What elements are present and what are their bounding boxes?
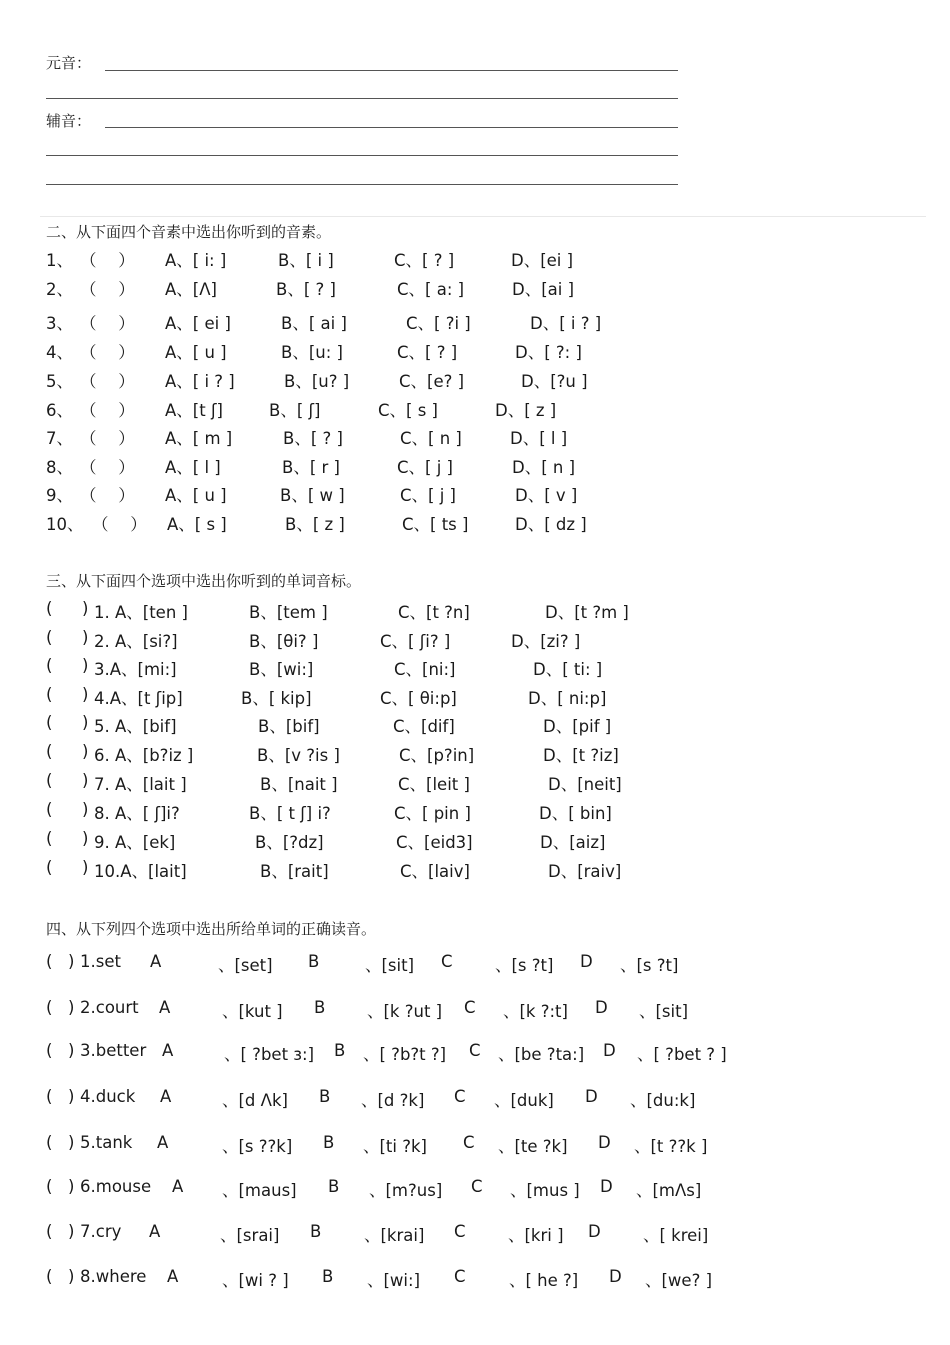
option-b: B、[ i ] bbox=[278, 251, 334, 270]
option-c-letter: C bbox=[454, 1087, 466, 1106]
option-b: 、[m?us] bbox=[369, 1181, 443, 1200]
option-b: B、[bif] bbox=[258, 717, 320, 736]
option-b: B、[ ai ] bbox=[281, 314, 347, 333]
answer-blank-close[interactable]: ) bbox=[82, 713, 89, 732]
answer-blank-open[interactable]: ( bbox=[46, 1222, 53, 1241]
answer-blank-open[interactable]: ( bbox=[46, 713, 53, 732]
target-word: 3.better bbox=[80, 1041, 147, 1060]
answer-blank-close[interactable]: ) bbox=[68, 952, 75, 971]
answer-blank-open[interactable]: ( bbox=[46, 998, 53, 1017]
option-b: 、[ti ?k] bbox=[363, 1137, 427, 1156]
option-d: D、[t ?m ] bbox=[545, 603, 629, 622]
option-d: D、[raiv] bbox=[548, 862, 622, 881]
option-b-letter: B bbox=[319, 1087, 331, 1106]
option-a: 、[kut ] bbox=[222, 1002, 283, 1021]
option-a-letter: A bbox=[159, 998, 171, 1017]
option-c: C、[ ʃi? ] bbox=[380, 632, 451, 651]
question-row bbox=[0, 511, 950, 535]
option-a: 1. A、[ten ] bbox=[94, 603, 188, 622]
option-d: 、[sit] bbox=[639, 1002, 689, 1021]
option-c: C、[ ts ] bbox=[402, 515, 469, 534]
question-row bbox=[0, 1177, 950, 1201]
option-a: A、[ u ] bbox=[165, 343, 227, 362]
answer-blank-close[interactable]: ) bbox=[82, 656, 89, 675]
question-row bbox=[0, 599, 950, 623]
answer-blank[interactable]: （ ） bbox=[80, 429, 135, 448]
option-b: B、[ kip] bbox=[241, 689, 312, 708]
option-d: D、[ dz ] bbox=[515, 515, 587, 534]
option-d: D、[neit] bbox=[548, 775, 622, 794]
answer-blank-open[interactable]: ( bbox=[46, 1133, 53, 1152]
option-c: C、[t ?n] bbox=[398, 603, 470, 622]
option-d: 、[we? ] bbox=[645, 1271, 713, 1290]
option-b: B、[ ? ] bbox=[276, 280, 336, 299]
option-d-letter: D bbox=[603, 1041, 616, 1060]
option-b-letter: B bbox=[334, 1041, 346, 1060]
option-d: D、[?u ] bbox=[521, 372, 588, 391]
option-d-letter: D bbox=[595, 998, 608, 1017]
answer-blank-close[interactable]: ) bbox=[82, 628, 89, 647]
option-a: 6. A、[b?iz ] bbox=[94, 746, 194, 765]
answer-blank-close[interactable]: ) bbox=[68, 1267, 75, 1286]
option-d: D、[ z ] bbox=[495, 401, 557, 420]
question-row bbox=[0, 742, 950, 766]
option-a: 3.A、[mi:] bbox=[94, 660, 177, 679]
answer-blank-open[interactable]: ( bbox=[46, 599, 53, 618]
option-b: B、[u? ] bbox=[284, 372, 350, 391]
option-a-letter: A bbox=[162, 1041, 174, 1060]
option-d: D、[ ni:p] bbox=[528, 689, 607, 708]
question-number: 2、 bbox=[46, 280, 73, 299]
section-4-heading: 四、从下列四个选项中选出所给单词的正确读音。 bbox=[46, 920, 377, 938]
option-b: 、[ ?b?t ?] bbox=[363, 1045, 447, 1064]
option-b: 、[wi:] bbox=[367, 1271, 421, 1290]
option-d-letter: D bbox=[609, 1267, 622, 1286]
option-a: A、[ i: ] bbox=[165, 251, 227, 270]
consonant-label: 辅音： bbox=[46, 112, 92, 130]
option-a-letter: A bbox=[149, 1222, 161, 1241]
option-b-letter: B bbox=[308, 952, 320, 971]
answer-line[interactable] bbox=[105, 127, 678, 128]
question-row bbox=[0, 952, 950, 976]
option-c: C、[eid3] bbox=[396, 833, 473, 852]
option-d: D、[ei ] bbox=[511, 251, 574, 270]
option-c: 、[duk] bbox=[494, 1091, 554, 1110]
question-row bbox=[0, 339, 950, 363]
question-row bbox=[0, 397, 950, 421]
answer-blank-close[interactable]: ) bbox=[68, 1133, 75, 1152]
answer-blank[interactable]: （ ） bbox=[80, 372, 135, 391]
option-d: D、[ v ] bbox=[515, 486, 578, 505]
question-number: 9、 bbox=[46, 486, 73, 505]
option-c: C、[ θi:p] bbox=[380, 689, 457, 708]
option-a-letter: A bbox=[160, 1087, 172, 1106]
option-b-letter: B bbox=[314, 998, 326, 1017]
answer-blank-close[interactable]: ) bbox=[82, 858, 89, 877]
option-a: 、[maus] bbox=[222, 1181, 297, 1200]
answer-blank-open[interactable]: ( bbox=[46, 1177, 53, 1196]
option-c: C、[e? ] bbox=[399, 372, 465, 391]
answer-blank[interactable]: （ ） bbox=[92, 515, 147, 534]
option-c: C、[p?in] bbox=[399, 746, 475, 765]
answer-blank-close[interactable]: ) bbox=[68, 1041, 75, 1060]
option-d-letter: D bbox=[588, 1222, 601, 1241]
question-number: 1、 bbox=[46, 251, 73, 270]
question-row bbox=[0, 628, 950, 652]
target-word: 2.court bbox=[80, 998, 139, 1017]
question-number: 10、 bbox=[46, 515, 84, 534]
answer-blank[interactable]: （ ） bbox=[80, 314, 135, 333]
option-a: A、[ u ] bbox=[165, 486, 227, 505]
section-divider bbox=[40, 216, 926, 217]
answer-blank[interactable]: （ ） bbox=[80, 401, 135, 420]
option-c: 、[mus ] bbox=[510, 1181, 580, 1200]
option-d: D、[pif ] bbox=[543, 717, 612, 736]
question-number: 5、 bbox=[46, 372, 73, 391]
option-b-letter: B bbox=[328, 1177, 340, 1196]
option-a: 、[set] bbox=[218, 956, 273, 975]
target-word: 1.set bbox=[80, 952, 121, 971]
option-c: C、[ ? ] bbox=[394, 251, 455, 270]
option-c-letter: C bbox=[469, 1041, 481, 1060]
question-row bbox=[0, 858, 950, 882]
question-row bbox=[0, 771, 950, 795]
question-row bbox=[0, 800, 950, 824]
option-a: A、[ l ] bbox=[165, 458, 221, 477]
option-a: 、[ ?bet ɜ:] bbox=[224, 1045, 315, 1064]
option-c-letter: C bbox=[471, 1177, 483, 1196]
answer-blank-open[interactable]: ( bbox=[46, 685, 53, 704]
option-a: A、[Λ] bbox=[165, 280, 217, 299]
question-row bbox=[0, 482, 950, 506]
question-row bbox=[0, 829, 950, 853]
answer-blank-close[interactable]: ) bbox=[82, 742, 89, 761]
answer-blank[interactable]: （ ） bbox=[80, 280, 135, 299]
answer-blank-close[interactable]: ) bbox=[68, 1222, 75, 1241]
option-d: D、[ i ? ] bbox=[530, 314, 602, 333]
option-b: B、[ z ] bbox=[285, 515, 345, 534]
option-a-letter: A bbox=[167, 1267, 179, 1286]
option-b: 、[k ?ut ] bbox=[367, 1002, 443, 1021]
target-word: 5.tank bbox=[80, 1133, 133, 1152]
answer-blank-open[interactable]: ( bbox=[46, 858, 53, 877]
option-c-letter: C bbox=[454, 1267, 466, 1286]
option-d: D、[aiz] bbox=[540, 833, 606, 852]
answer-blank-close[interactable]: ) bbox=[68, 998, 75, 1017]
answer-blank[interactable]: （ ） bbox=[80, 486, 135, 505]
option-a: 5. A、[bif] bbox=[94, 717, 177, 736]
question-row bbox=[0, 1133, 950, 1157]
question-row bbox=[0, 368, 950, 392]
option-d: D、[ l ] bbox=[510, 429, 568, 448]
option-c: 、[be ?ta:] bbox=[498, 1045, 585, 1064]
option-a: 9. A、[ek] bbox=[94, 833, 176, 852]
option-b: 、[krai] bbox=[364, 1226, 425, 1245]
option-c: C、[dif] bbox=[393, 717, 455, 736]
question-row bbox=[0, 1267, 950, 1291]
answer-blank-open[interactable]: ( bbox=[46, 1041, 53, 1060]
option-c: C、[ s ] bbox=[378, 401, 438, 420]
option-d: D、[ai ] bbox=[512, 280, 575, 299]
option-a: A、[ ei ] bbox=[165, 314, 231, 333]
answer-blank[interactable]: （ ） bbox=[80, 343, 135, 362]
option-a-letter: A bbox=[172, 1177, 184, 1196]
answer-blank-open[interactable]: ( bbox=[46, 800, 53, 819]
question-row bbox=[0, 1041, 950, 1065]
option-a: 7. A、[lait ] bbox=[94, 775, 187, 794]
option-d: 、[ ?bet ? ] bbox=[637, 1045, 727, 1064]
option-a: 4.A、[t ʃip] bbox=[94, 689, 183, 708]
question-number: 3、 bbox=[46, 314, 73, 333]
question-row bbox=[0, 685, 950, 709]
question-number: 8、 bbox=[46, 458, 73, 477]
question-row bbox=[0, 425, 950, 449]
answer-line[interactable] bbox=[46, 184, 678, 185]
question-number: 7、 bbox=[46, 429, 73, 448]
question-number: 4、 bbox=[46, 343, 73, 362]
question-row bbox=[0, 1087, 950, 1111]
option-c: C、[ ? ] bbox=[397, 343, 458, 362]
option-c: C、[ j ] bbox=[397, 458, 453, 477]
option-b: B、[θi? ] bbox=[249, 632, 319, 651]
option-a: 、[d Λk] bbox=[222, 1091, 288, 1110]
answer-line[interactable] bbox=[105, 70, 678, 71]
option-b: 、[d ?k] bbox=[361, 1091, 425, 1110]
answer-blank-close[interactable]: ) bbox=[82, 685, 89, 704]
question-row bbox=[0, 247, 950, 271]
option-b: B、[ r ] bbox=[282, 458, 340, 477]
answer-blank-close[interactable]: ) bbox=[82, 829, 89, 848]
answer-blank-open[interactable]: ( bbox=[46, 952, 53, 971]
option-d-letter: D bbox=[600, 1177, 613, 1196]
target-word: 8.where bbox=[80, 1267, 147, 1286]
question-row bbox=[0, 454, 950, 478]
answer-blank-open[interactable]: ( bbox=[46, 1087, 53, 1106]
answer-line[interactable] bbox=[46, 155, 678, 156]
option-c: C、[ pin ] bbox=[394, 804, 471, 823]
option-d: 、[t ??k ] bbox=[634, 1137, 708, 1156]
option-c: C、[laiv] bbox=[400, 862, 470, 881]
option-d: D、[zi? ] bbox=[511, 632, 581, 651]
option-b: 、[sit] bbox=[365, 956, 415, 975]
option-a: 、[srai] bbox=[220, 1226, 280, 1245]
answer-blank-close[interactable]: ) bbox=[82, 771, 89, 790]
question-row bbox=[0, 310, 950, 334]
option-c: 、[ he ?] bbox=[509, 1271, 579, 1290]
answer-blank-open[interactable]: ( bbox=[46, 742, 53, 761]
option-b-letter: B bbox=[323, 1133, 335, 1152]
option-b-letter: B bbox=[322, 1267, 334, 1286]
option-b: B、[rait] bbox=[260, 862, 329, 881]
option-a: 8. A、[ ʃ]i? bbox=[94, 804, 180, 823]
question-row bbox=[0, 998, 950, 1022]
option-c: C、[ n ] bbox=[400, 429, 462, 448]
option-a-letter: A bbox=[157, 1133, 169, 1152]
answer-blank-open[interactable]: ( bbox=[46, 829, 53, 848]
answer-blank-open[interactable]: ( bbox=[46, 1267, 53, 1286]
option-d: 、[s ?t] bbox=[620, 956, 679, 975]
option-c: 、[s ?t] bbox=[495, 956, 554, 975]
option-b: B、[wi:] bbox=[249, 660, 314, 679]
question-row bbox=[0, 713, 950, 737]
option-c: 、[k ?:t] bbox=[503, 1002, 568, 1021]
option-d: 、[ krei] bbox=[643, 1226, 709, 1245]
option-c: C、[ni:] bbox=[394, 660, 456, 679]
answer-blank[interactable]: （ ） bbox=[80, 251, 135, 270]
option-b-letter: B bbox=[310, 1222, 322, 1241]
option-a: 2. A、[si?] bbox=[94, 632, 178, 651]
question-row bbox=[0, 1222, 950, 1246]
option-a: A、[t ʃ] bbox=[165, 401, 223, 420]
option-c: C、[ a: ] bbox=[397, 280, 465, 299]
option-d: D、[t ?iz] bbox=[543, 746, 619, 765]
option-c: C、[ j ] bbox=[400, 486, 456, 505]
question-row bbox=[0, 276, 950, 300]
answer-blank-open[interactable]: ( bbox=[46, 656, 53, 675]
option-b: B、[tem ] bbox=[249, 603, 328, 622]
answer-line[interactable] bbox=[46, 98, 678, 99]
answer-blank-open[interactable]: ( bbox=[46, 771, 53, 790]
option-d: D、[ n ] bbox=[512, 458, 576, 477]
option-b: B、[ ? ] bbox=[283, 429, 343, 448]
option-b: B、[v ?is ] bbox=[257, 746, 340, 765]
option-d: D、[ bin] bbox=[539, 804, 612, 823]
section-2-heading: 二、从下面四个音素中选出你听到的音素。 bbox=[46, 223, 332, 241]
answer-blank[interactable]: （ ） bbox=[80, 458, 135, 477]
option-a: A、[ m ] bbox=[165, 429, 233, 448]
option-b: B、[ ʃ] bbox=[269, 401, 321, 420]
option-c-letter: C bbox=[463, 1133, 475, 1152]
option-a: 、[s ??k] bbox=[222, 1137, 293, 1156]
section-3-heading: 三、从下面四个选项中选出你听到的单词音标。 bbox=[46, 572, 362, 590]
option-c: 、[kri ] bbox=[508, 1226, 564, 1245]
option-d-letter: D bbox=[585, 1087, 598, 1106]
vowel-label: 元音： bbox=[46, 54, 92, 72]
answer-blank-open[interactable]: ( bbox=[46, 628, 53, 647]
option-a: 、[wi ? ] bbox=[222, 1271, 289, 1290]
target-word: 4.duck bbox=[80, 1087, 136, 1106]
answer-blank-close[interactable]: ) bbox=[82, 800, 89, 819]
option-c-letter: C bbox=[454, 1222, 466, 1241]
target-word: 6.mouse bbox=[80, 1177, 152, 1196]
option-b: B、[u: ] bbox=[281, 343, 343, 362]
option-c: C、[ ?i ] bbox=[406, 314, 471, 333]
option-b: B、[nait ] bbox=[260, 775, 338, 794]
option-a: A、[ s ] bbox=[167, 515, 227, 534]
option-b: B、[ w ] bbox=[280, 486, 345, 505]
option-d: D、[ ?: ] bbox=[515, 343, 582, 362]
option-d: 、[du:k] bbox=[630, 1091, 696, 1110]
option-a: 10.A、[lait] bbox=[94, 862, 187, 881]
target-word: 7.cry bbox=[80, 1222, 122, 1241]
option-a-letter: A bbox=[150, 952, 162, 971]
question-row bbox=[0, 656, 950, 680]
option-d: D、[ ti: ] bbox=[533, 660, 603, 679]
option-c-letter: C bbox=[464, 998, 476, 1017]
option-c: 、[te ?k] bbox=[498, 1137, 568, 1156]
option-d: 、[mΛs] bbox=[636, 1181, 702, 1200]
option-d-letter: D bbox=[580, 952, 593, 971]
option-b: B、[ t ʃ] i? bbox=[249, 804, 331, 823]
option-c-letter: C bbox=[441, 952, 453, 971]
option-c: C、[leit ] bbox=[398, 775, 470, 794]
option-d-letter: D bbox=[598, 1133, 611, 1152]
question-number: 6、 bbox=[46, 401, 73, 420]
option-b: B、[?dz] bbox=[255, 833, 324, 852]
answer-blank-close[interactable]: ) bbox=[68, 1087, 75, 1106]
answer-blank-close[interactable]: ) bbox=[68, 1177, 75, 1196]
answer-blank-close[interactable]: ) bbox=[82, 599, 89, 618]
option-a: A、[ i ? ] bbox=[165, 372, 235, 391]
